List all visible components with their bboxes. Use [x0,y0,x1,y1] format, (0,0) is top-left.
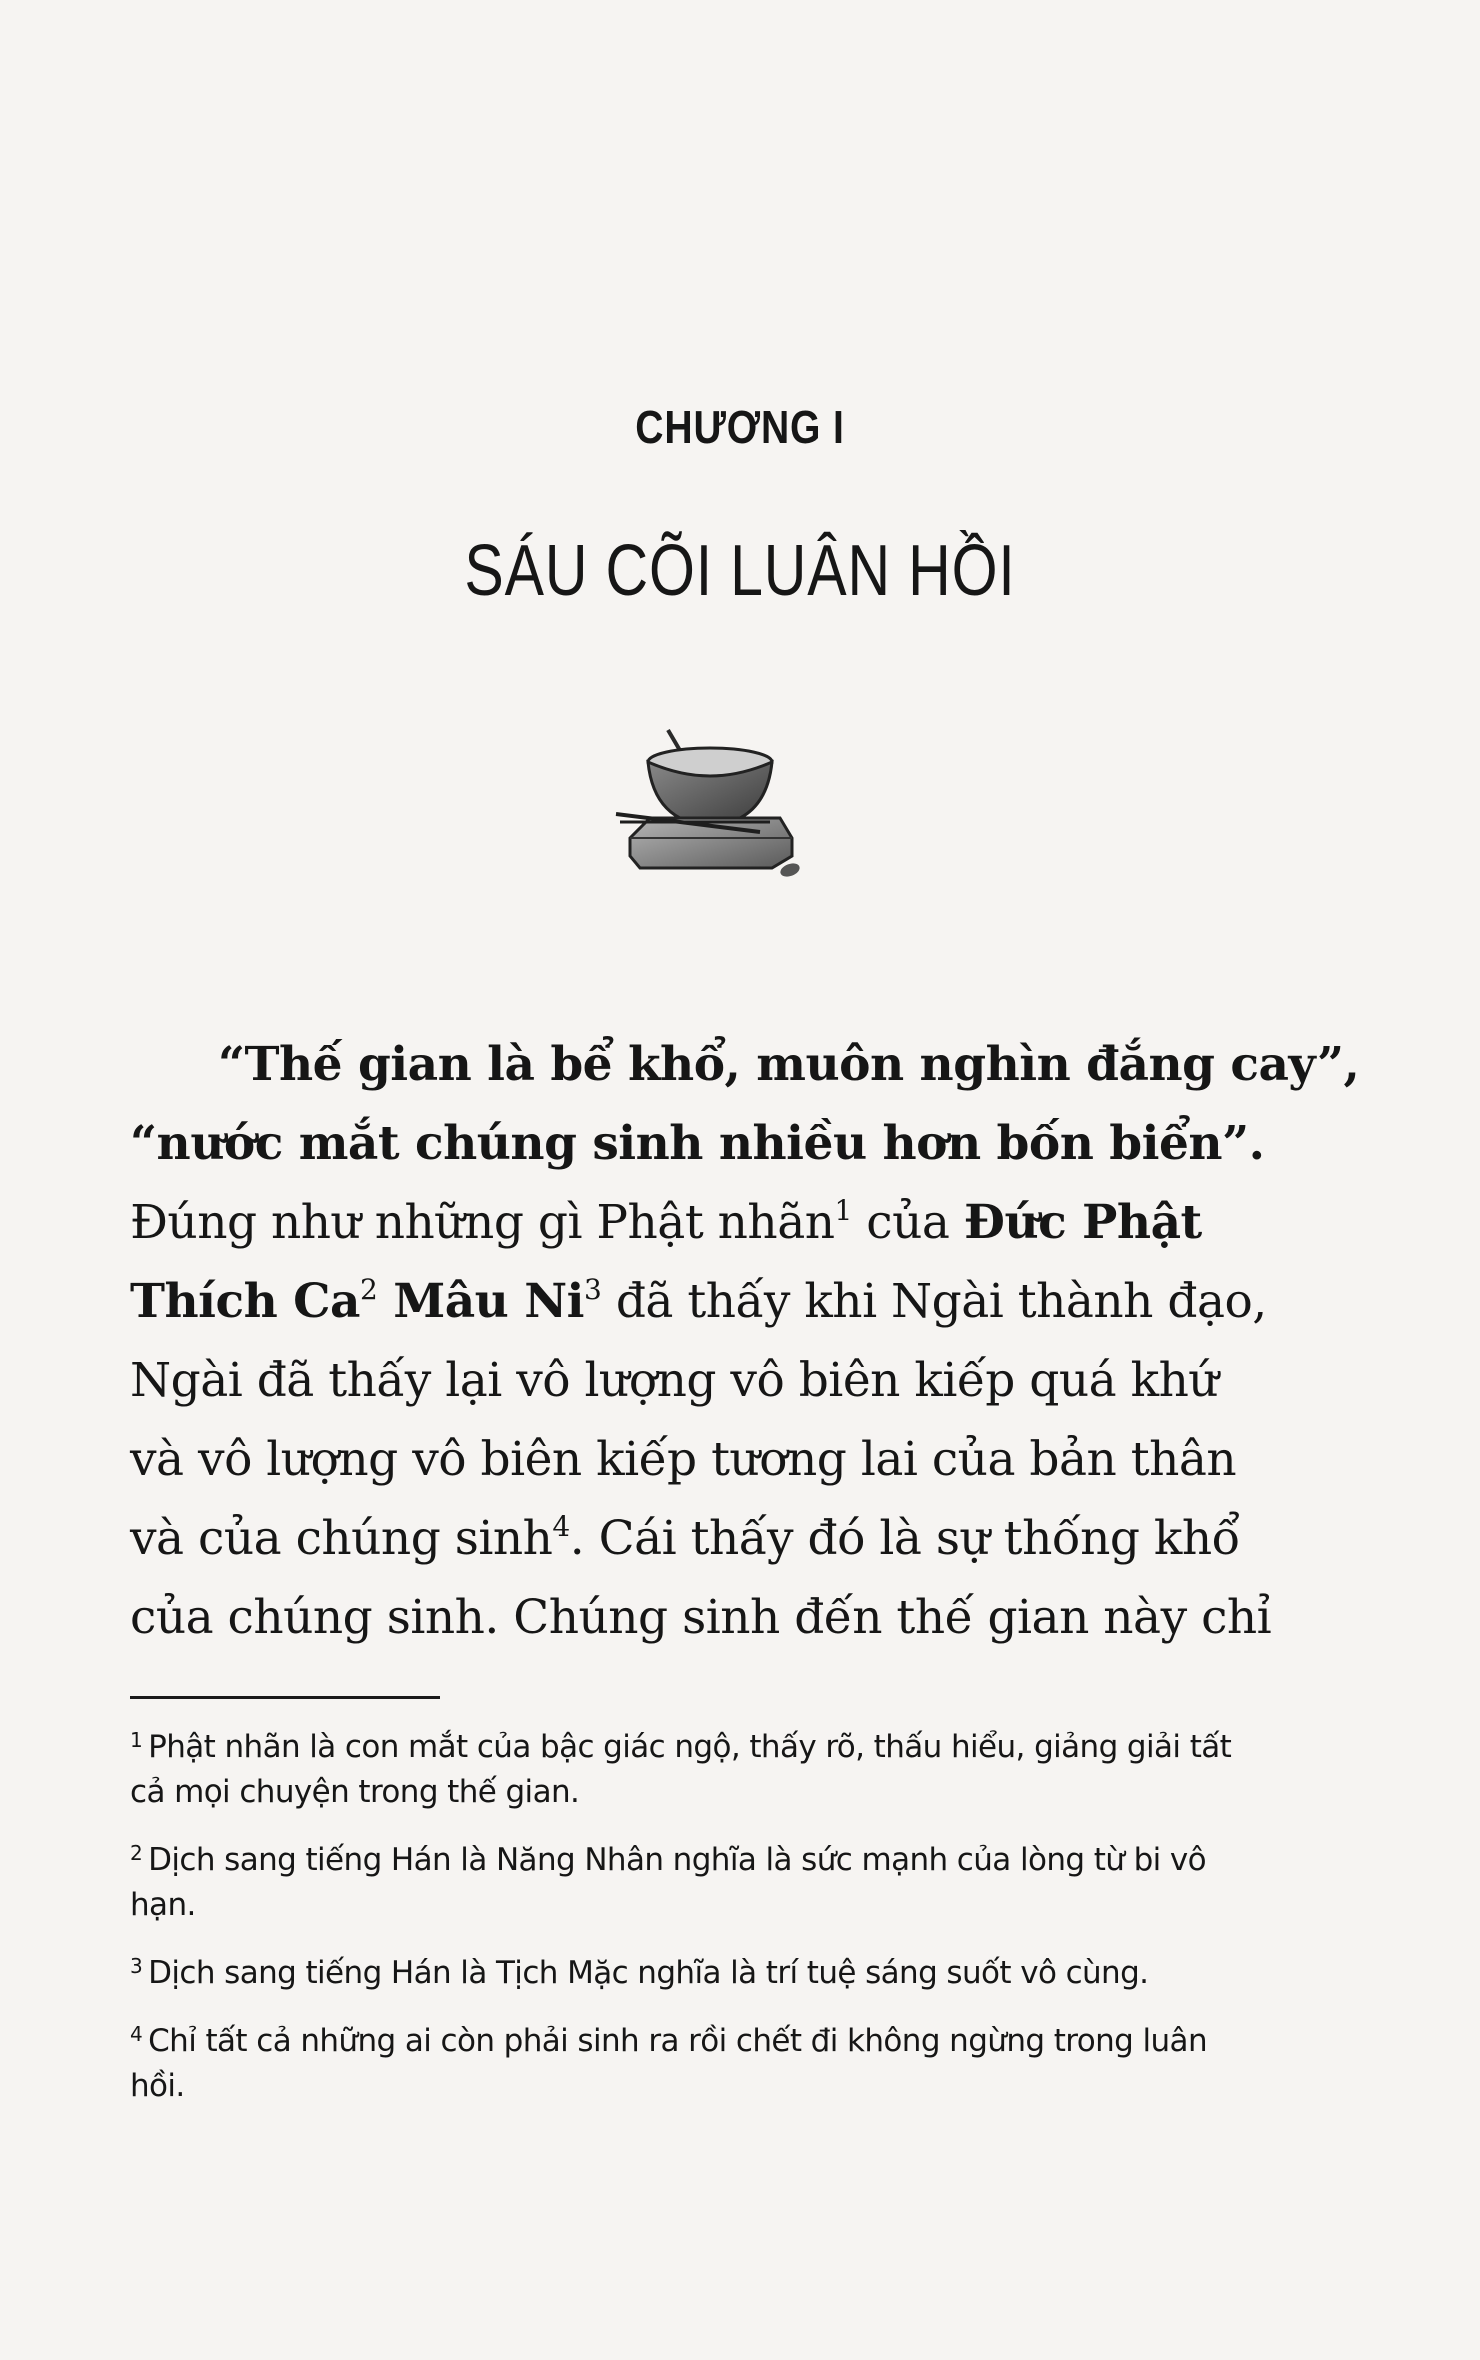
footnote-ref-2: 2 [360,1273,378,1306]
body-line-6: và vô lượng vô biên kiếp tương lai của bản thân [130,1432,1237,1487]
footnotes [130,1718,1260,2125]
bowl-with-chopsticks-illustration [610,710,810,880]
footnote-ref-1: 1 [834,1194,852,1227]
body-line-4: Thích Ca$^2$ Mâu Ni$^3$ đã thấy khi Ngài thành đạo, [130,1273,1267,1329]
footnote-ref-3: 3 [584,1273,602,1306]
footnote-1: $^1$ Phật nhãn là con mắt của bậc giác ngộ, thấy rõ, thấu hiểu, giảng giải tất cả mọi chuyện trong thế gian. [130,1728,1232,1810]
footnote-divider [130,1696,440,1699]
body-line-7: và của chúng $\sinh^4$. Cái thấy đó là sự thống khổ [130,1510,1240,1566]
footnote-2: $^2$ Dịch sang tiếng Hán là Năng Nhân nghĩa là sức mạnh của lòng từ bi vô hạn. [130,1841,1207,1923]
body-line-8: của chúng sinh. Chúng sinh đến thế gian này chỉ [130,1590,1272,1645]
body-line-2: “nước mắt chúng sinh nhiều hơn bốn biển”. [130,1116,1265,1171]
footnote-ref-4: 4 [552,1510,570,1543]
chapter-body-text [130,1025,1360,1657]
chapter-label: CHƯƠNG I [635,401,845,453]
body-line-5: Ngài đã thấy lại vô lượng vô biên kiếp quá khứ [130,1353,1219,1408]
footnote-3: $^3$ Dịch sang tiếng Hán là Tịch Mặc nghĩa là trí tuệ sáng suốt vô cùng. [130,1954,1149,1991]
body-line-3: Đúng như những gì Phật nhãn$^1$ của Đức Phật [130,1194,1202,1250]
footnote-4: $^4$ Chỉ tất cả những ai còn phải sinh ra rồi chết đi không ngừng trong luân hồi. [130,2022,1207,2104]
body-line-1: “Thế gian là bể khổ, muôn nghìn đắng cay”, [218,1037,1360,1092]
chapter-title: SÁU CÕI LUÂN HỒI [464,531,1016,611]
